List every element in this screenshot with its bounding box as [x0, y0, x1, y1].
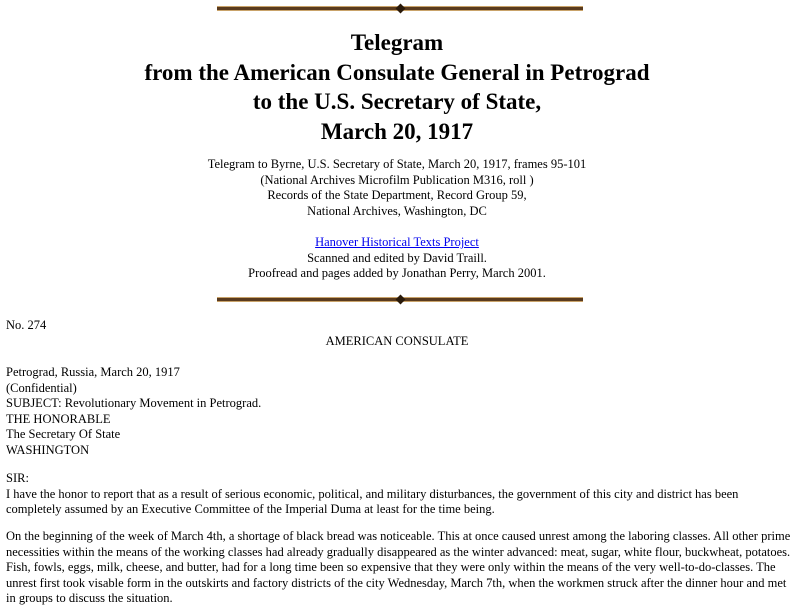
source-citation [0, 157, 794, 219]
document-number: No. 274 [6, 318, 47, 332]
bottom-ornamental-divider [217, 297, 583, 302]
paragraph-line: I have the honor to report that as a result of serious economic, political, and military disturbances, the government of this city and district has been [6, 486, 739, 501]
divider-ornament-icon [395, 295, 405, 305]
title-line: Telegram [350, 30, 444, 55]
paragraph-line: necessities within the means of the working classes had already gradually disappeared as the winter advanced: meat, sugar, white flour, buckwheat, potatoes. [6, 544, 791, 559]
page-title [0, 28, 794, 146]
scanned-by-text: Scanned and edited by David Traill. [307, 250, 487, 265]
paragraph-line: completely assumed by an Executive Committee of the Imperial Duma at least for the time being. [6, 502, 495, 516]
addressee-line: THE HONORABLE [6, 411, 111, 426]
paragraph-line: unrest first took visable form in the outskirts and factory districts of the city Wednesday, March 7th, when the workmen struck after the dinner hour and met [6, 575, 787, 590]
hanover-project-link[interactable]: Hanover Historical Texts Project [315, 235, 479, 249]
body-paragraph [6, 529, 794, 607]
place-date: Petrograd, Russia, March 20, 1917 [6, 365, 180, 379]
title-line: March 20, 1917 [320, 118, 474, 144]
top-ornamental-divider [217, 6, 583, 11]
confidential-label: (Confidential) [6, 380, 77, 395]
citation-line: National Archives, Washington, DC [307, 203, 487, 218]
addressee-line: The Secretary Of State [6, 427, 121, 441]
citation-line: Telegram to Byrne, U.S. Secretary of State, March 20, 1917, frames 95-101 [207, 157, 587, 171]
citation-line: (National Archives Microfilm Publication M316, roll ) [260, 172, 534, 187]
paragraph-line: Fish, fowls, eggs, milk, cheese, and butter, had for a long time been so expensive that they were only within the means of the very well-to-do-classes. The [6, 560, 776, 574]
citation-line: Records of the State Department, Record Group 59, [267, 188, 527, 202]
paragraph-line: On the beginning of the week of March 4th, a shortage of black bread was noticeable. This at once caused unrest among the laboring classes. All other prime [6, 529, 791, 543]
addressee-line: WASHINGTON [6, 442, 90, 457]
credits-block [0, 235, 794, 282]
letter-header [6, 365, 794, 458]
divider-ornament-icon [395, 4, 405, 14]
paragraph-line: in groups to discuss the situation. [6, 591, 173, 605]
subject-line: SUBJECT: Revolutionary Movement in Petrograd. [6, 396, 262, 410]
salutation: SIR: [6, 471, 29, 485]
salutation-paragraph [6, 471, 786, 518]
letter-heading: AMERICAN CONSULATE [325, 334, 469, 348]
proofread-by-text: Proofread and pages added by Jonathan Perry, March 2001. [248, 266, 546, 280]
title-line: to the U.S. Secretary of State, [252, 89, 542, 114]
title-line: from the American Consulate General in Petrograd [144, 59, 650, 85]
